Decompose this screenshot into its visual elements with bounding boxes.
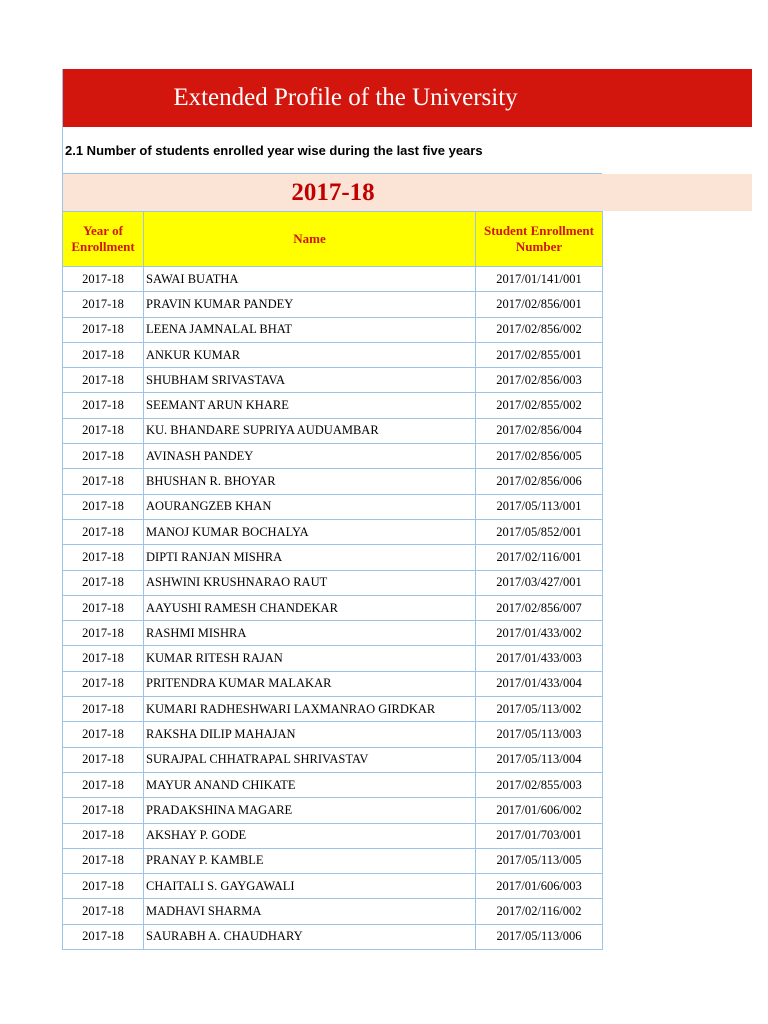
table-row: [63, 899, 603, 924]
cell-year: 2017-18: [63, 621, 144, 646]
table-row: [63, 747, 603, 772]
table-row: [63, 697, 603, 722]
cell-enrollment-number: 2017/01/606/002: [476, 798, 603, 823]
cell-name: ANKUR KUMAR: [144, 342, 476, 367]
cell-name: ASHWINI KRUSHNARAO RAUT: [144, 570, 476, 595]
table-row: [63, 646, 603, 671]
cell-name: PRITENDRA KUMAR MALAKAR: [144, 671, 476, 696]
cell-year: 2017-18: [63, 747, 144, 772]
cell-enrollment-number: 2017/05/113/002: [476, 697, 603, 722]
cell-enrollment-number: 2017/02/856/007: [476, 595, 603, 620]
cell-name: CHAITALI S. GAYGAWALI: [144, 874, 476, 899]
cell-year: 2017-18: [63, 697, 144, 722]
cell-enrollment-number: 2017/01/606/003: [476, 874, 603, 899]
cell-year: 2017-18: [63, 671, 144, 696]
table-row: [63, 418, 603, 443]
cell-year: 2017-18: [63, 874, 144, 899]
cell-year: 2017-18: [63, 798, 144, 823]
cell-year: 2017-18: [63, 848, 144, 873]
cell-name: SEEMANT ARUN KHARE: [144, 393, 476, 418]
cell-enrollment-number: 2017/01/433/003: [476, 646, 603, 671]
cell-year: 2017-18: [63, 368, 144, 393]
cell-year: 2017-18: [63, 267, 144, 292]
table-row: [63, 519, 603, 544]
table-row: [63, 595, 603, 620]
cell-year: 2017-18: [63, 292, 144, 317]
table-header-row: [63, 212, 603, 267]
table-row: [63, 823, 603, 848]
cell-enrollment-number: 2017/05/113/006: [476, 924, 603, 949]
cell-name: SAWAI BUATHA: [144, 267, 476, 292]
cell-enrollment-number: 2017/02/856/006: [476, 469, 603, 494]
table-row: [63, 621, 603, 646]
table-row: [63, 772, 603, 797]
cell-name: PRANAY P. KAMBLE: [144, 848, 476, 873]
cell-enrollment-number: 2017/01/433/002: [476, 621, 603, 646]
table-row: [63, 267, 603, 292]
cell-enrollment-number: 2017/05/113/004: [476, 747, 603, 772]
cell-name: SHUBHAM SRIVASTAVA: [144, 368, 476, 393]
cell-name: PRADAKSHINA MAGARE: [144, 798, 476, 823]
cell-name: RASHMI MISHRA: [144, 621, 476, 646]
cell-enrollment-number: 2017/05/113/005: [476, 848, 603, 873]
cell-year: 2017-18: [63, 317, 144, 342]
cell-name: SURAJPAL CHHATRAPAL SHRIVASTAV: [144, 747, 476, 772]
table-row: [63, 848, 603, 873]
cell-enrollment-number: 2017/02/855/002: [476, 393, 603, 418]
cell-name: PRAVIN KUMAR PANDEY: [144, 292, 476, 317]
cell-year: 2017-18: [63, 646, 144, 671]
cell-year: 2017-18: [63, 342, 144, 367]
title-banner: [62, 69, 752, 127]
cell-name: RAKSHA DILIP MAHAJAN: [144, 722, 476, 747]
cell-enrollment-number: 2017/05/113/003: [476, 722, 603, 747]
cell-name: DIPTI RANJAN MISHRA: [144, 545, 476, 570]
header-student-enrollment-number: Student Enrollment Number: [476, 212, 603, 267]
table-row: [63, 545, 603, 570]
cell-enrollment-number: 2017/05/852/001: [476, 519, 603, 544]
enrollment-table: [62, 211, 603, 950]
cell-enrollment-number: 2017/02/855/003: [476, 772, 603, 797]
cell-enrollment-number: 2017/02/856/004: [476, 418, 603, 443]
cell-year: 2017-18: [63, 393, 144, 418]
cell-year: 2017-18: [63, 823, 144, 848]
section-heading: 2.1 Number of students enrolled year wise during the last five years: [62, 127, 602, 174]
cell-enrollment-number: 2017/01/433/004: [476, 671, 603, 696]
cell-year: 2017-18: [63, 722, 144, 747]
table-row: [63, 874, 603, 899]
cell-enrollment-number: 2017/02/856/002: [476, 317, 603, 342]
table-body: [63, 267, 603, 950]
cell-name: AAYUSHI RAMESH CHANDEKAR: [144, 595, 476, 620]
table-row: [63, 393, 603, 418]
year-banner: [62, 174, 752, 211]
cell-name: AOURANGZEB KHAN: [144, 494, 476, 519]
cell-enrollment-number: 2017/02/855/001: [476, 342, 603, 367]
table-row: [63, 722, 603, 747]
cell-name: KUMAR RITESH RAJAN: [144, 646, 476, 671]
cell-enrollment-number: 2017/01/141/001: [476, 267, 603, 292]
cell-year: 2017-18: [63, 595, 144, 620]
cell-year: 2017-18: [63, 444, 144, 469]
cell-year: 2017-18: [63, 924, 144, 949]
cell-enrollment-number: 2017/02/856/003: [476, 368, 603, 393]
cell-name: SAURABH A. CHAUDHARY: [144, 924, 476, 949]
table-row: [63, 671, 603, 696]
cell-name: MAYUR ANAND CHIKATE: [144, 772, 476, 797]
cell-year: 2017-18: [63, 418, 144, 443]
cell-year: 2017-18: [63, 772, 144, 797]
cell-enrollment-number: 2017/02/856/001: [476, 292, 603, 317]
cell-year: 2017-18: [63, 899, 144, 924]
cell-enrollment-number: 2017/03/427/001: [476, 570, 603, 595]
cell-name: MANOJ KUMAR BOCHALYA: [144, 519, 476, 544]
cell-enrollment-number: 2017/02/116/002: [476, 899, 603, 924]
cell-year: 2017-18: [63, 494, 144, 519]
table-row: [63, 924, 603, 949]
table-row: [63, 317, 603, 342]
cell-name: BHUSHAN R. BHOYAR: [144, 469, 476, 494]
table-row: [63, 494, 603, 519]
cell-name: AKSHAY P. GODE: [144, 823, 476, 848]
cell-name: MADHAVI SHARMA: [144, 899, 476, 924]
table-row: [63, 342, 603, 367]
table-row: [63, 292, 603, 317]
table-row: [63, 798, 603, 823]
cell-name: KU. BHANDARE SUPRIYA AUDUAMBAR: [144, 418, 476, 443]
table-row: [63, 570, 603, 595]
cell-enrollment-number: 2017/02/116/001: [476, 545, 603, 570]
page-title: Extended Profile of the University: [173, 84, 518, 111]
year-banner-label: 2017-18: [291, 178, 375, 206]
cell-name: AVINASH PANDEY: [144, 444, 476, 469]
table-row: [63, 444, 603, 469]
cell-year: 2017-18: [63, 545, 144, 570]
cell-year: 2017-18: [63, 570, 144, 595]
cell-name: LEENA JAMNALAL BHAT: [144, 317, 476, 342]
table-row: [63, 368, 603, 393]
cell-enrollment-number: 2017/01/703/001: [476, 823, 603, 848]
cell-enrollment-number: 2017/02/856/005: [476, 444, 603, 469]
cell-name: KUMARI RADHESHWARI LAXMANRAO GIRDKAR: [144, 697, 476, 722]
cell-year: 2017-18: [63, 519, 144, 544]
header-year-of-enrollment: Year of Enrollment: [63, 212, 144, 267]
header-name: Name: [144, 212, 476, 267]
cell-enrollment-number: 2017/05/113/001: [476, 494, 603, 519]
cell-year: 2017-18: [63, 469, 144, 494]
table-row: [63, 469, 603, 494]
